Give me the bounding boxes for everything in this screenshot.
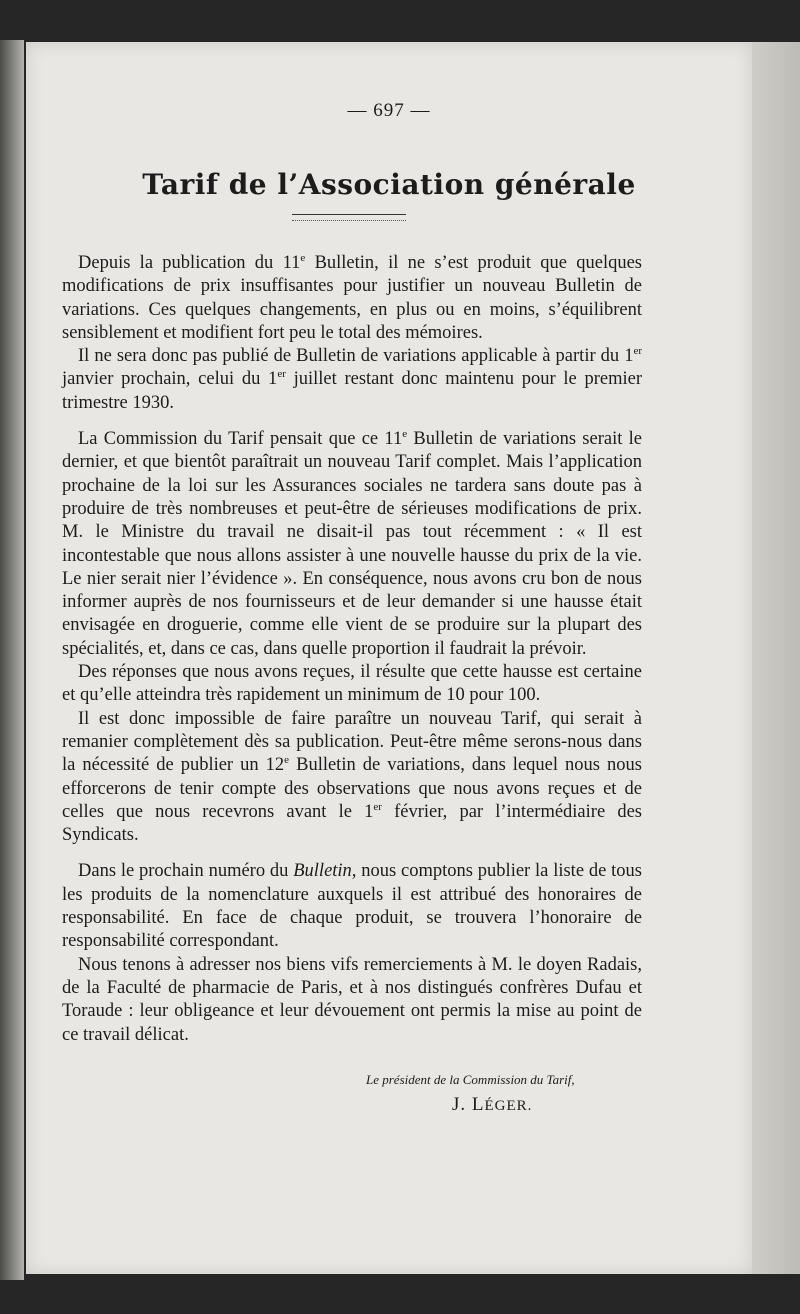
paragraph-5: Il est donc impossible de faire paraître un nouveau Tarif, qui serait à remanier complètement dès sa publication. Peut-être même serons-nous dans la nécessité de publier un 12e Bulletin de variations, dans lequel nous nous efforcerons de tenir compte des observations que nous avons reçues et de celles que nous recevrons avant le 1er février, par l’intermédiaire des Syndicats. [62, 708, 642, 846]
article-body [62, 252, 642, 1047]
page-margin-strip [752, 42, 800, 1274]
article-title: Tarif de l’Association générale [142, 168, 636, 201]
title-divider [292, 214, 406, 221]
paragraph-1: Depuis la publication du 11e Bulletin, il ne s’est produit que quelques modifications de prix insuffisantes pour justifier un nouveau Bulletin de variations. Ces quelques changements, en plus ou en moins, s’équilibrent sensiblement et modifient fort peu le total des mémoires. [62, 251, 642, 343]
document-page [26, 42, 752, 1274]
paragraph-6: Dans le prochain numéro du Bulletin, nous comptons publier la liste de tous les produits de la nomenclature auxquels il est attribué des honoraires de responsabilité. En face de chaque produit, se trouvera l’honoraire de responsabilité correspondant. [62, 861, 642, 952]
paragraph-4: Des réponses que nous avons reçues, il résulte que cette hausse est certaine et qu’elle atteindra très rapidement un minimum de 10 pour 100. [62, 662, 642, 706]
signatory-role: Le président de la Commission du Tarif, [366, 1072, 575, 1087]
paragraph-3: La Commission du Tarif pensait que ce 11e Bulletin de variations serait le dernier, et que bientôt paraîtrait un nouveau Tarif complet. Mais l’application prochaine de la loi sur les Assurances sociales ne tardera sans doute pas à produire de très nombreuses et peut-être de sérieuses modifications de prix. M. le Ministre du travail ne disait-il pas tout récemment : « Il est incontestable que nous allons assister à une nouvelle hausse du prix de la vie. Le nier serait nier l’évidence ». En conséquence, nous avons cru bon de nous informer auprès de nos fournisseurs et de leur demander si une hausse était envisagée en droguerie, comme elle vient de se produire sur la plupart des spécialités, et, dans ce cas, dans quelle proportion il faudrait la prévoir. [62, 427, 642, 659]
paragraph-2: Il ne sera donc pas publié de Bulletin de variations applicable à partir du 1er janvier prochain, celui du 1er juillet restant donc maintenu pour le premier trimestre 1930. [62, 345, 642, 413]
adjacent-page-edge [0, 40, 24, 1280]
paragraph-7: Nous tenons à adresser nos biens vifs remerciements à M. le doyen Radais, de la Faculté de pharmacie de Paris, et à nos distingués confrères Dufau et Toraude : leur obligeance et leur dévouement ont permis la mise au point de ce travail délicat. [62, 954, 642, 1045]
signatory-name: J. LÉGER. [452, 1094, 533, 1115]
page-number: — 697 — [347, 100, 431, 121]
